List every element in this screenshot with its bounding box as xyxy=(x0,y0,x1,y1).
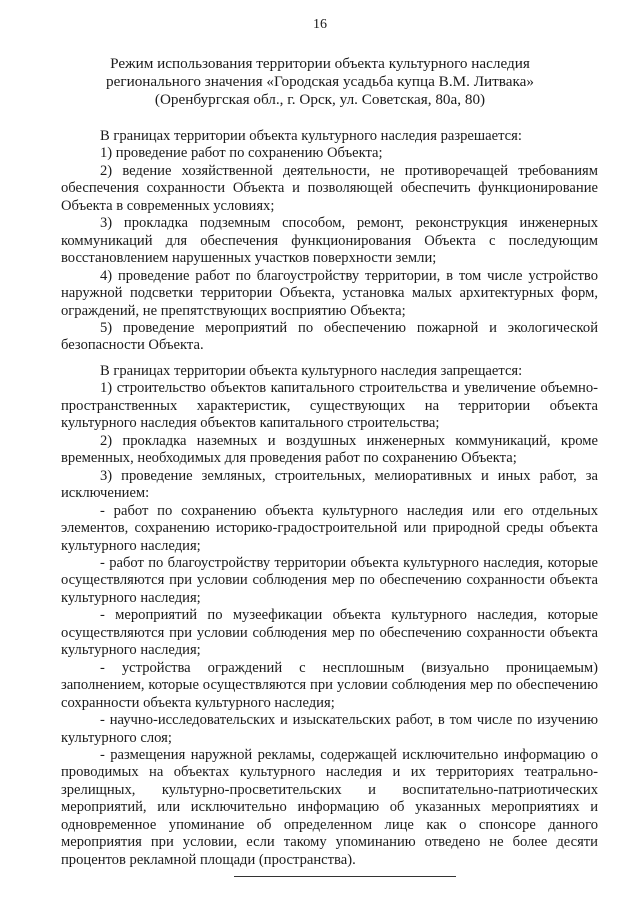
forbidden-heading: В границах территории объекта культурного наследия запрещается: xyxy=(100,363,523,379)
forbidden-subitem: - мероприятий по музеефикации объекта культурного наследия, которые осуществляются при условии соблюдения мер по обеспечению сохранности объекта культурного наследия; xyxy=(61,607,598,659)
allowed-section xyxy=(61,128,598,355)
page-number: 16 xyxy=(313,17,327,32)
allowed-item: 5) проведение мероприятий по обеспечению пожарной и экологической безопасности Объекта. xyxy=(61,319,598,354)
forbidden-item: 1) строительство объектов капитального строительства и увеличение объемно-пространственных характеристик, существующих на территории объекта культурного наследия объектов капитального строительства; xyxy=(61,380,598,432)
footer-divider xyxy=(234,876,456,877)
forbidden-subitem: - работ по благоустройству территории объекта культурного наследия, которые осуществляются при условии соблюдения мер по обеспечению сохранности объекта культурного наследия; xyxy=(61,554,598,606)
allowed-item: 3) прокладка подземным способом, ремонт, реконструкция инженерных коммуникаций для обеспечения функционирования Объекта с последующим восстановлением нарушенных участков поверхности земли; xyxy=(61,215,598,267)
forbidden-subitem: - научно-исследовательских и изыскательских работ, в том числе по изучению культурного слоя; xyxy=(61,712,598,746)
allowed-item: 4) проведение работ по благоустройству территории, в том числе устройство наружной подсветки территории Объекта, установка малых архитектурных форм, ограждений, не препятствующих восприятию Объекта; xyxy=(61,267,598,319)
forbidden-subitem: - работ по сохранению объекта культурного наследия или его отдельных элементов, сохранению историко-градостроительной или природной среды объекта культурного наследия; xyxy=(61,502,598,554)
forbidden-section xyxy=(61,363,598,869)
forbidden-item: 3) проведение земляных, строительных, мелиоративных и иных работ, за исключением: xyxy=(61,467,598,502)
allowed-item: 1) проведение работ по сохранению Объекта; xyxy=(100,145,383,162)
title-line-2: регионального значения «Городская усадьба купца В.М. Литвака» xyxy=(106,73,534,90)
allowed-item: 2) ведение хозяйственной деятельности, не противоречащей требованиям обеспечения сохранности Объекта и позволяющей обеспечить функционирование Объекта в современных условиях; xyxy=(61,162,598,214)
forbidden-subitem: - устройства ограждений с несплошным (визуально проницаемым) заполнением, которые осуществляются при условии соблюдения мер по обеспечению сохранности объекта культурного наследия; xyxy=(61,659,598,711)
title-line-1: Режим использования территории объекта культурного наследия xyxy=(110,55,530,72)
title-line-3: (Оренбургская обл., г. Орск, ул. Советская, 80а, 80) xyxy=(154,91,486,108)
forbidden-item: 2) прокладка наземных и воздушных инженерных коммуникаций, кроме временных, необходимых для проведения работ по сохранению Объекта; xyxy=(61,432,598,467)
allowed-heading: В границах территории объекта культурного наследия разрешается: xyxy=(100,128,522,144)
forbidden-subitem: - размещения наружной рекламы, содержащей исключительно информацию о проводимых на объектах культурного наследия и их территориях театрально-зрелищных, культурно-просветительских и воспитательно-патриотических мероприятий, или исключительно информацию об указанных мероприятиях и одновременное упоминание об определенном лице как о спонсоре данного мероприятия при условии, если такому упоминанию отведено не более десяти процентов рекламной площади (пространства). xyxy=(61,746,598,868)
document-title xyxy=(60,55,580,109)
